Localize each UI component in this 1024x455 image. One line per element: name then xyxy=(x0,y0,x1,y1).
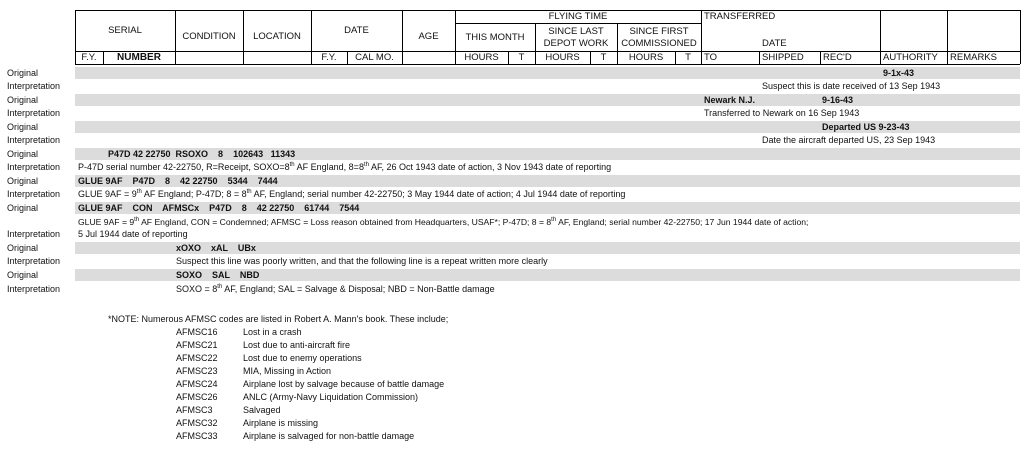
interpretation-text: GLUE 9AF = 9th AF England, CON = Condemned; AFMSC = Loss reason obtained from Headquarters, USAF*; P-47D; 8 = 8th AF, England; serial number 42-22750; 17 Jun 1944 date of action; xyxy=(78,217,809,227)
row-label-original: Original xyxy=(7,149,39,159)
afmsc-code: AFMSC24 xyxy=(176,379,218,389)
row-label-original: Original xyxy=(7,270,39,280)
row-label-interpretation: Interpretation xyxy=(7,135,61,145)
afmsc-desc: Airplane lost by salvage because of battle damage xyxy=(243,379,445,389)
original-entry: GLUE 9AF P47D 8 42 22750 5344 7444 xyxy=(78,176,278,186)
col-t-2: T xyxy=(600,52,607,63)
note-intro: *NOTE: Numerous AFMSC codes are listed in Robert A. Mann's book. These include; xyxy=(108,314,449,324)
afmsc-code: AFMSC26 xyxy=(176,392,218,402)
original-row-band xyxy=(75,94,1020,106)
row-label-interpretation: Interpretation xyxy=(7,108,61,118)
original-entry: xOXO xAL UBx xyxy=(176,243,256,253)
row-label-interpretation: Interpretation xyxy=(7,284,61,294)
row-label-original: Original xyxy=(7,243,39,253)
col-transferred: TRANSFERRED xyxy=(704,11,776,22)
col-since-first-1: SINCE FIRST xyxy=(629,26,689,37)
col-this-month: THIS MONTH xyxy=(465,32,525,43)
afmsc-code: AFMSC3 xyxy=(176,405,213,415)
interpretation-text: GLUE 9AF = 9th AF England; P-47D; 8 = 8th AF, England; serial number 42-22750; 3 May 1944 date of action; 4 Jul 1944 date of reporting xyxy=(78,189,626,199)
interpretation-text: P-47D serial number 42-22750, R=Receipt, SOXO=8th AF England, 8=8th AF, 26 Oct 1943 date of action, 3 Nov 1943 date of reporting xyxy=(78,162,612,172)
row-label-interpretation: Interpretation xyxy=(7,81,61,91)
original-entry: P47D 42 22750 RSOXO 8 102643 11343 xyxy=(108,149,296,159)
afmsc-code: AFMSC21 xyxy=(176,340,218,350)
col-serial: SERIAL xyxy=(108,25,142,36)
afmsc-code: AFMSC23 xyxy=(176,366,218,376)
col-shipped: SHIPPED xyxy=(762,52,804,63)
row-label-interpretation: Interpretation xyxy=(7,189,61,199)
col-recd: REC'D xyxy=(823,52,852,63)
interpretation-text-cont: 5 Jul 1944 date of reporting xyxy=(78,229,188,239)
col-location: LOCATION xyxy=(253,31,301,42)
col-since-last-1: SINCE LAST xyxy=(548,26,604,37)
col-age: AGE xyxy=(418,31,439,42)
col-t-3: T xyxy=(685,52,691,63)
col-to: TO xyxy=(704,52,718,63)
row-label-interpretation: Interpretation xyxy=(7,162,61,172)
original-shipped-date: 9-16-43 xyxy=(822,95,854,105)
row-label-original: Original xyxy=(7,95,39,105)
afmsc-desc: Salvaged xyxy=(243,405,281,415)
afmsc-desc: Airplane is salvaged for non-battle damage xyxy=(243,431,415,441)
col-transfer-date: DATE xyxy=(762,38,787,49)
col-date-calmo: CAL MO. xyxy=(355,52,394,63)
afmsc-desc: Lost in a crash xyxy=(243,327,302,337)
col-flying-time: FLYING TIME xyxy=(548,11,608,22)
original-departed: Departed US 9-23-43 xyxy=(822,122,910,132)
row-label-original: Original xyxy=(7,68,39,78)
afmsc-desc: Lost due to anti-aircraft fire xyxy=(243,340,351,350)
afmsc-code: AFMSC16 xyxy=(176,327,218,337)
original-transfer-to: Newark N.J. xyxy=(704,95,756,105)
row-label-interpretation: Interpretation xyxy=(7,229,61,239)
afmsc-desc: Airplane is missing xyxy=(243,418,319,428)
col-hours-3: HOURS xyxy=(628,52,664,63)
row-label-original: Original xyxy=(7,176,39,186)
afmsc-desc: MIA, Missing in Action xyxy=(243,366,332,376)
col-since-last-2: DEPOT WORK xyxy=(543,38,609,49)
col-hours-1: HOURS xyxy=(464,52,499,63)
col-hours-2: HOURS xyxy=(545,52,580,63)
col-since-first-2: COMMISSIONED xyxy=(621,38,697,49)
col-condition: CONDITION xyxy=(182,31,236,42)
col-date-fy: F.Y. xyxy=(321,52,337,63)
original-row-band xyxy=(75,67,1020,79)
original-authority: 9-1x-43 xyxy=(883,68,915,78)
row-label-interpretation: Interpretation xyxy=(7,256,61,266)
col-serial-fy: F.Y. xyxy=(81,52,97,63)
col-remarks: REMARKS xyxy=(950,52,997,63)
col-authority: AUTHORITY xyxy=(883,52,938,63)
interpretation-text: Suspect this line was poorly written, and that the following line is a repeat written more clearly xyxy=(176,256,548,266)
original-entry: GLUE 9AF CON AFMSCx P47D 8 42 22750 61744 7544 xyxy=(78,203,360,213)
afmsc-code: AFMSC33 xyxy=(176,431,218,441)
row-label-original: Original xyxy=(7,122,39,132)
afmsc-code: AFMSC32 xyxy=(176,418,218,428)
col-serial-number: NUMBER xyxy=(117,52,161,63)
interpretation-text: SOXO = 8th AF, England; SAL = Salvage & Disposal; NBD = Non-Battle damage xyxy=(176,284,495,294)
afmsc-code: AFMSC22 xyxy=(176,353,218,363)
afmsc-desc: Lost due to enemy operations xyxy=(243,353,362,363)
col-t-1: T xyxy=(518,52,525,63)
col-date: DATE xyxy=(344,25,369,36)
interpretation-text: Date the aircraft departed US, 23 Sep 1943 xyxy=(762,135,936,145)
interpretation-text: Suspect this is date received of 13 Sep 1943 xyxy=(762,81,941,91)
original-entry: SOXO SAL NBD xyxy=(176,270,260,280)
afmsc-desc: ANLC (Army-Navy Liquidation Commission) xyxy=(243,392,419,402)
row-label-original: Original xyxy=(7,203,39,213)
interpretation-text: Transferred to Newark on 16 Sep 1943 xyxy=(704,108,860,118)
